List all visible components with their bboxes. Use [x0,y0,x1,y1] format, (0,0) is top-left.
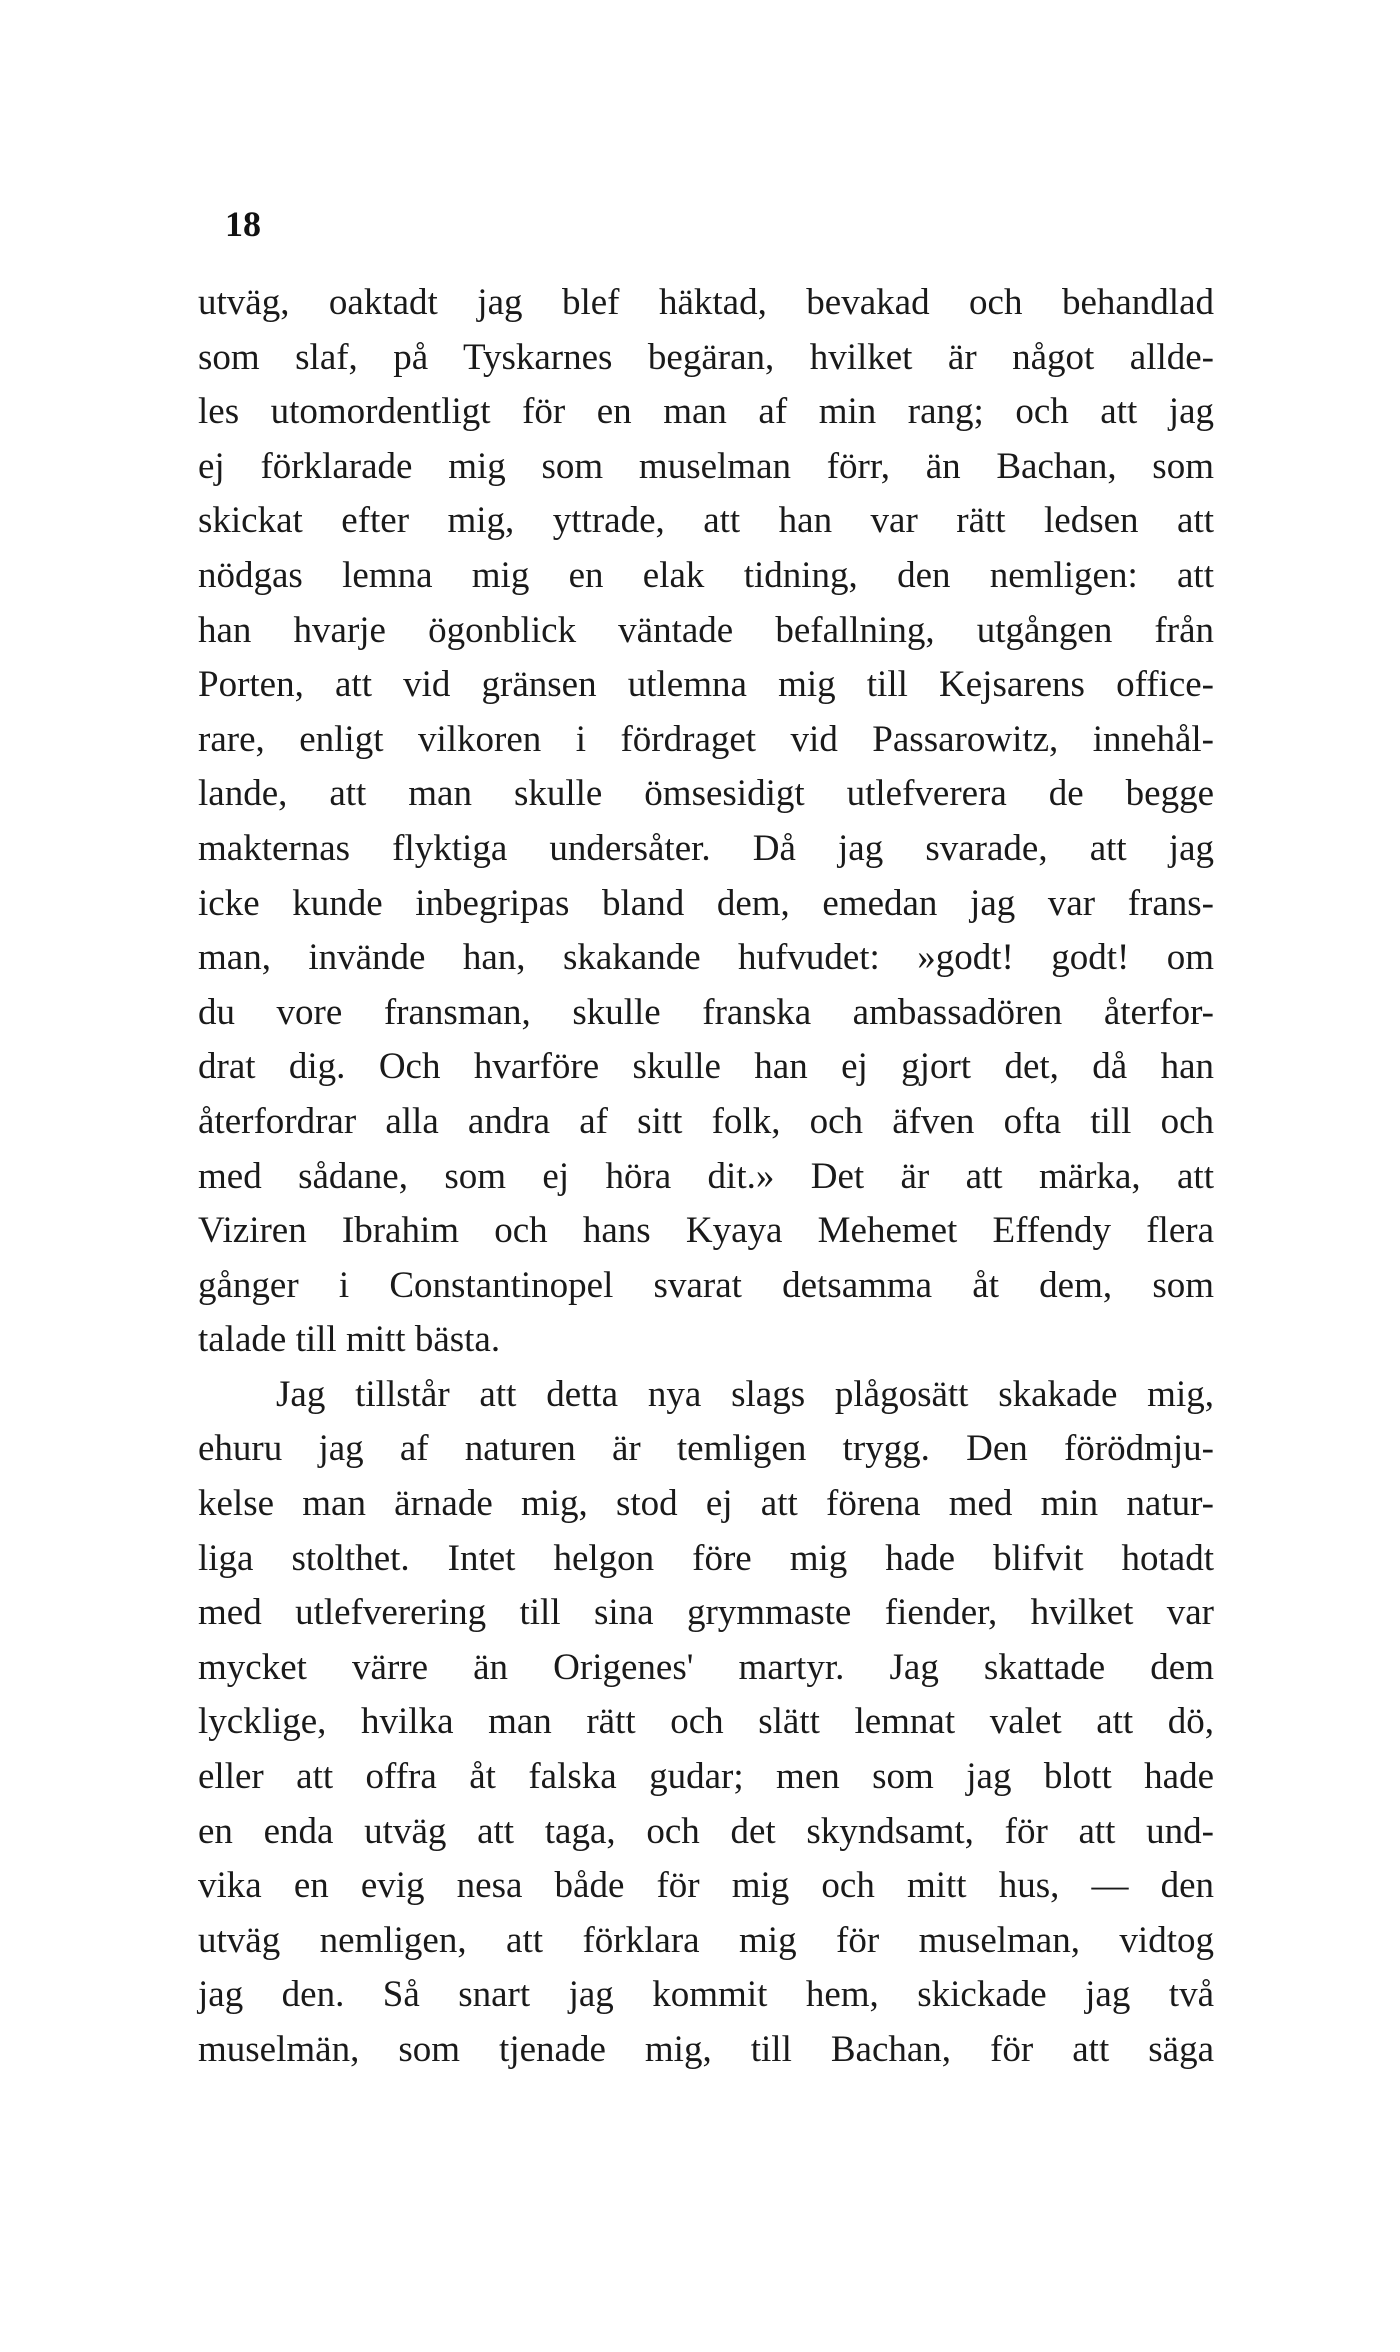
text-line: Porten, att vid gränsen utlemna mig till Kejsarens officе- [198,664,1214,706]
text-line: makternas flyktiga undersåter. Då jag svarade, att jag [198,827,1214,869]
text-line: du vore fransman, skulle franska ambassadören återfor- [198,991,1214,1033]
text-line: vika en evig nesa både för mig och mitt hus, — den [198,1865,1214,1907]
text-line: en enda utväg att taga, och det skyndsamt, för att und- [198,1810,1214,1852]
page-number: 18 [225,204,261,244]
text-line: liga stolthet. Intet helgon före mig hade blifvit hotadt [198,1537,1214,1579]
text-line: skickat efter mig, yttrade, att han var rätt ledsen att [198,500,1214,542]
text-line: som slaf, på Tyskarnes begäran, hvilket är något allde- [198,336,1214,378]
text-line: icke kunde inbegripas bland dem, emedan jag var frans- [198,882,1214,924]
text-line: Jag tillstår att detta nya slags plågosätt skakade mig, [276,1373,1214,1415]
text-line: med sådane, som ej höra dit.» Det är att märka, att [198,1155,1214,1197]
text-line: eller att offra åt falska gudar; men som jag blott hade [198,1756,1214,1798]
text-line: utväg, oaktadt jag blef häktad, bevakad och behandlad [198,282,1214,323]
text-line: nödgas lemna mig en elak tidning, den nemligen: att [198,554,1214,596]
text-line: mycket värre än Origenes' martyr. Jag skattade dem [198,1646,1214,1688]
text-line: rare, enligt vilkoren i fördraget vid Passarowitz, innehål- [198,718,1214,760]
text-line: med utlefverering till sina grymmaste fiender, hvilket var [198,1592,1214,1634]
text-line: ej förklarade mig som muselman förr, än Bachan, som [198,445,1214,487]
text-line: kelse man ärnade mig, stod ej att förena med min natur- [198,1483,1214,1525]
text-line: Viziren Ibrahim och hans Kyaya Mehemet Effendy flera [198,1210,1214,1252]
text-line: lande, att man skulle ömsesidigt utlefverera de begge [198,773,1214,815]
text-line: återfordrar alla andra af sitt folk, och äfven ofta till och [198,1100,1214,1142]
text-line: utväg nemligen, att förklara mig för muselman, vidtog [198,1919,1214,1961]
text-line: man, invände han, skakande hufvudet: »godt! godt! om [198,937,1214,979]
text-line: gånger i Constantinopel svarat detsamma åt dem, som [198,1264,1214,1306]
text-line: jag den. Så snart jag kommit hem, skickade jag två [198,1974,1214,2016]
paragraph-1 [198,276,1214,1368]
body-text [198,276,1214,2078]
text-line: han hvarje ögonblick väntade befallning, utgången från [198,609,1214,651]
text-line: les utomordentligt för en man af min rang; och att jag [198,391,1214,433]
text-line: ehuru jag af naturen är temligen trygg. Den förödmju- [198,1428,1214,1470]
paragraph-2 [198,1368,1214,2078]
text-line: talade till mitt bästa. [198,1319,501,1361]
text-line: muselmän, som tjenade mig, till Bachan, för att säga [198,2029,1214,2070]
text-line: lycklige, hvilka man rätt och slätt lemnat valet att dö, [198,1701,1214,1743]
text-line: drat dig. Och hvarföre skulle han ej gjort det, då han [198,1046,1214,1088]
